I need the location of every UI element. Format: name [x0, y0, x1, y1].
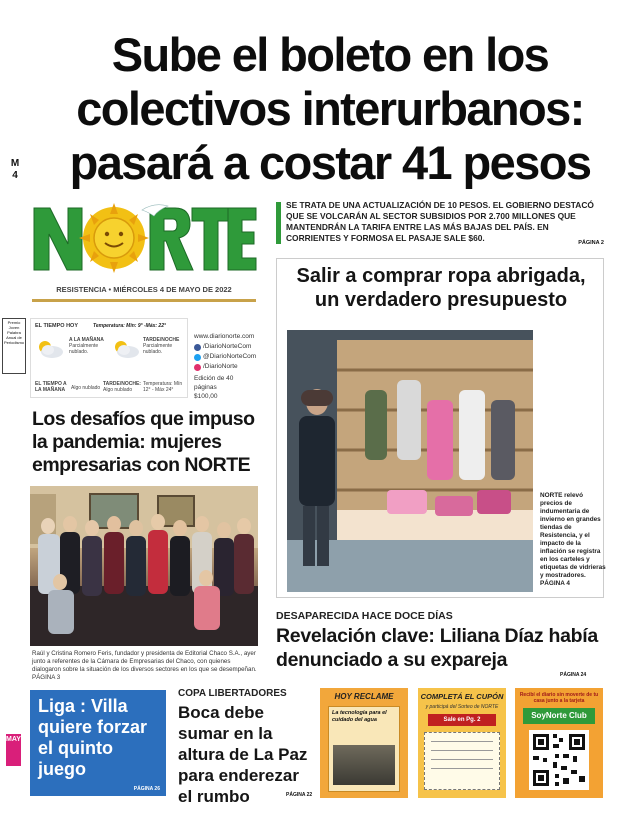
web-url: www.diarionorte.com	[194, 333, 255, 340]
logo-svg	[30, 200, 258, 278]
weather-morning-desc: Parcialmente nublado.	[69, 343, 99, 355]
norte-logo[interactable]	[30, 200, 258, 278]
promo-soynorte-club[interactable]	[515, 688, 603, 798]
shop-window-illustration	[287, 330, 533, 592]
promo3-head: Recibí el diario sin moverte de tu casa junto a la tarjeta	[519, 692, 599, 704]
facebook-link[interactable]	[194, 342, 260, 352]
instagram-handle: /DiarioNorte	[203, 363, 238, 370]
instagram-icon	[194, 364, 201, 371]
weather-tomorrow-temp: Temperatura: Mín 12° - Máx 24°	[143, 381, 183, 393]
story-liliana-title[interactable]: Revelación clave: Liliana Díaz había denunciado a su expareja	[276, 625, 598, 671]
story-liliana-page: PÁGINA 24	[560, 672, 587, 678]
weather-tomorrow-afternoon-label: TARDE/NOCHE:	[103, 381, 141, 387]
lead-text[interactable]: SE TRATA DE UNA ACTUALIZACIÓN DE 10 PESOS. EL GOBIERNO DESTACÓ QUE SE VOLCARÁN AL SECTOR SUBSIDIOS POR 2.700 MILLONES QUE MANTENDRÁN LA TARIFA ENTRE LAS MÁS BAJAS DEL PAÍS. EN CORRIENTES Y FORMOSA EL PASAJE SALE $60.	[286, 200, 594, 243]
section-tab-m4	[8, 158, 22, 182]
promo3-brand: SoyNorte Club	[523, 708, 595, 724]
side-tab-letter: M	[10, 158, 20, 169]
partly-cloudy-icon	[35, 339, 65, 359]
story-boca-kicker: COPA LIBERTADORES	[178, 688, 287, 699]
promo1-sub: La tecnología para el cuidado del agua	[332, 710, 387, 723]
main-headline[interactable]	[40, 28, 620, 190]
headline-line-1: Sube el boleto en los	[111, 28, 549, 81]
story-liga-title: Liga : Villa quiere forzar el quinto juego	[38, 696, 148, 779]
photo-shop-window[interactable]	[287, 330, 533, 592]
story-boca-title[interactable]: Boca debe sumar en la altura de La Paz para enderezar el rumbo	[178, 703, 308, 806]
sun-icon	[79, 203, 149, 273]
promo1-image	[333, 745, 395, 785]
promo2-sub: y participá del Sorteo de NORTE	[425, 704, 499, 710]
weather-tomorrow-label: EL TIEMPO A LA MAÑANA	[35, 381, 67, 393]
side-tab-number: 4	[12, 170, 18, 181]
web-link[interactable]	[194, 332, 260, 342]
edition-info: Edición de 40 páginas	[194, 375, 234, 391]
weather-night-desc: Parcialmente nublado.	[143, 343, 173, 355]
headline-line-3: pasará a costar 41 pesos	[69, 136, 591, 189]
weather-night-label: TARDE/NOCHE	[143, 337, 180, 343]
story-women-title[interactable]: Los desafíos que impuso la pandemia: mujeres empresarias con NORTE	[32, 408, 255, 476]
story-liga-box[interactable]	[30, 690, 166, 796]
twitter-link[interactable]	[194, 352, 260, 362]
photo-women-entrepreneurs[interactable]	[30, 486, 258, 646]
promo1-ad	[328, 706, 400, 792]
twitter-handle: @DiarioNorteCom	[203, 353, 257, 360]
dateline: RESISTENCIA • MIÉRCOLES 4 DE MAYO DE 2022	[56, 285, 232, 294]
weather-title: EL TIEMPO HOY	[35, 323, 78, 329]
story-ropa-title[interactable]: Salir a comprar ropa abrigada, un verdadero presupuesto	[296, 265, 586, 311]
facebook-handle: /DiarioNorteCom	[203, 343, 252, 350]
weather-box	[30, 318, 188, 398]
story-liga-page: PÁGINA 26	[133, 786, 160, 792]
weather-tomorrow-afternoon-desc: Algo nublado	[103, 387, 133, 393]
promo2-head: COMPLETÁ EL CUPÓN	[420, 692, 504, 701]
headline-line-2: colectivos interurbanos:	[76, 82, 584, 135]
story-liliana-kicker: DESAPARECIDA HACE DOCE DÍAS	[276, 610, 453, 622]
facebook-icon	[194, 344, 201, 351]
qr-code-icon[interactable]	[529, 730, 589, 790]
award-seal: Premio Joven Palabra Anual de Periodismo	[2, 318, 26, 374]
month-tab: MAY	[6, 734, 21, 766]
weather-tomorrow-desc: Algo nublado	[71, 385, 101, 391]
caption-shop-photo: NORTE relevó precios de indumentaria de invierno en grandes tiendas de Resistencia, y el impacto de la inflación se registra en los carteles y etiquetas de vidrieras y mostradores. PÁGINA 4	[540, 492, 606, 587]
contact-info	[194, 332, 260, 401]
story-boca-page: PÁGINA 22	[286, 792, 313, 798]
lead-accent-bar	[276, 202, 281, 244]
partly-cloudy-night-icon	[111, 339, 141, 359]
weather-morning-label: A LA MAÑANA	[69, 337, 104, 343]
instagram-link[interactable]	[194, 362, 260, 372]
dateline-rule	[32, 299, 256, 302]
lead-page-ref: PÁGINA 2	[578, 240, 604, 246]
promo1-head: HOY RECLAME	[334, 692, 394, 701]
twitter-icon	[194, 354, 201, 361]
coupon-form[interactable]	[424, 732, 500, 790]
caption-women-photo: Raúl y Cristina Romero Feris, fundador y presidenta de Editorial Chaco S.A., ayer junto a referentes de la Cámara de Empresarias del Chaco, con quienes dialogaron sobre la situación de los diversos sectores en los que se desempeñan. PÁGINA 3	[32, 650, 257, 681]
weather-temperature: Temperatura: Mín: 9° -Máx: 22°	[93, 323, 166, 329]
promo2-sub2: Sale en Pg. 2	[428, 714, 496, 726]
promo-hoy-reclame[interactable]	[320, 688, 408, 798]
group-photo-illustration	[30, 486, 258, 646]
price: $100,00	[194, 393, 218, 400]
promo-cupon[interactable]	[418, 688, 506, 798]
